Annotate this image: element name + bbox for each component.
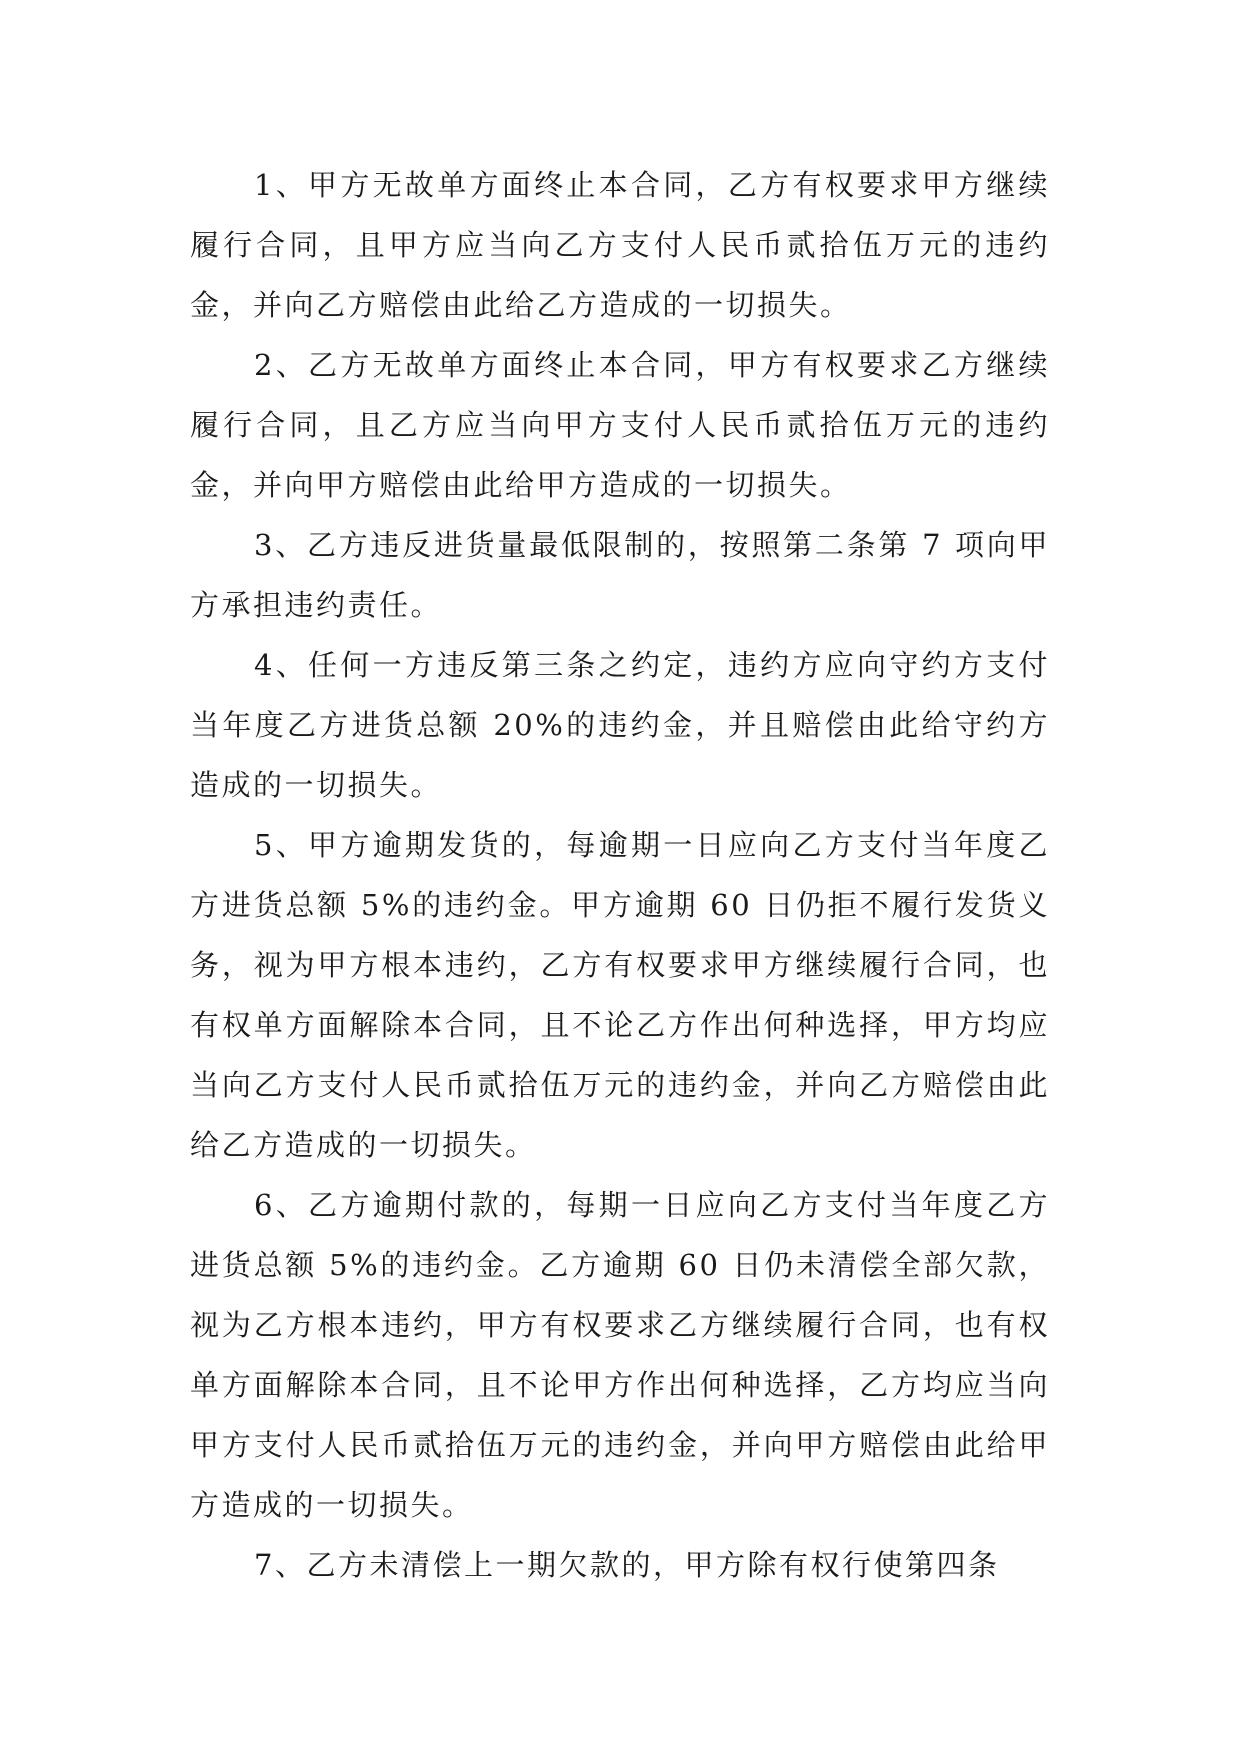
document-page [190, 155, 1050, 1595]
clause-6-paragraph: 6、乙方逾期付款的，每期一日应向乙方支付当年度乙方进货总额 5%的违约金。乙方逾期 60 日仍未清偿全部欠款，视为乙方根本违约，甲方有权要求乙方继续履行合同，也有权单方面解除本合同，且不论甲方作出何种选择，乙方均应当向甲方支付人民币贰拾伍万元的违约金，并向甲方赔偿由此给甲方造成的一切损失。 [190, 1188, 1050, 1522]
clause-2-paragraph: 2、乙方无故单方面终止本合同，甲方有权要求乙方继续履行合同，且乙方应当向甲方支付人民币贰拾伍万元的违约金，并向甲方赔偿由此给甲方造成的一切损失。 [190, 348, 1050, 502]
clause-4-paragraph: 4、任何一方违反第三条之约定，违约方应向守约方支付当年度乙方进货总额 20%的违约金，并且赔偿由此给守约方造成的一切损失。 [190, 648, 1050, 802]
clause-7-paragraph: 7、乙方未清偿上一期欠款的，甲方除有权行使第四条 [254, 1548, 1000, 1582]
clause-1-paragraph: 1、甲方无故单方面终止本合同，乙方有权要求甲方继续履行合同，且甲方应当向乙方支付人民币贰拾伍万元的违约金，并向乙方赔偿由此给乙方造成的一切损失。 [190, 168, 1050, 322]
clause-5-paragraph: 5、甲方逾期发货的，每逾期一日应向乙方支付当年度乙方进货总额 5%的违约金。甲方逾期 60 日仍拒不履行发货义务，视为甲方根本违约，乙方有权要求甲方继续履行合同，也有权单方面解除本合同，且不论乙方作出何种选择，甲方均应当向乙方支付人民币贰拾伍万元的违约金，并向乙方赔偿由此给乙方造成的一切损失。 [190, 828, 1050, 1162]
clause-3-paragraph: 3、乙方违反进货量最低限制的，按照第二条第 7 项向甲方承担违约责任。 [190, 528, 1050, 622]
